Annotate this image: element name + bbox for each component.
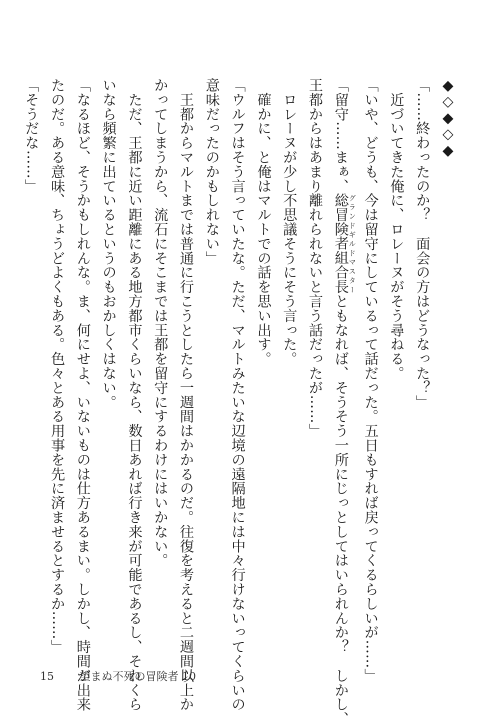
- text-line: たのだ。ある意味、ちょうどよくもある。色々とある用事を先に済ませるとするか……」: [49, 78, 66, 654]
- text-line: 確かに、と俺はマルトでの話を思い出す。: [255, 78, 272, 366]
- page-footer: [40, 668, 196, 684]
- text-line: 「ウルフはそう言っていたな。ただ、マルトみたいな辺境の遠隔地には中々行けないってくらいの: [229, 78, 246, 712]
- text-line: ただ、王都に近い距離にある地方都市くらいなら、数日あれば行き来が可能であるし、それくら: [126, 78, 143, 712]
- ruby-base: 総冒険者組合長: [332, 193, 349, 294]
- text-line: ロレーヌが少し不思議そうにそう言った。: [281, 78, 298, 366]
- ruby-word: [332, 193, 358, 294]
- text-line: 「いや、どうも、今は留守にしているって話だった。五日もすれば戻ってくるらしいが……」: [362, 78, 379, 683]
- book-title: 望まぬ不死の冒険者 10: [79, 670, 196, 683]
- section-divider: ◆◇◆◇◆: [440, 78, 456, 159]
- text-line: 意味だったのかもしれない」: [203, 78, 220, 266]
- ruby-reading: グランドギルドマスター: [348, 193, 358, 294]
- text-line: 「そうだな……」: [23, 78, 40, 194]
- text-segment: ともなれば、そうそう一所にじっとしてはいられんか？ しかし、: [332, 294, 349, 726]
- page-number: 15: [40, 670, 54, 683]
- text-line: 「なるほど、そうかもしれんな。ま、何にせよ、いないものは仕方あるまい。しかし、時間が出来: [74, 78, 91, 712]
- text-line: 近づいてきた俺に、ロレーヌがそう尋ねる。: [388, 78, 405, 381]
- text-segment: 「留守……まぁ、: [332, 78, 349, 194]
- text-line: かってしまうから、流石にそこまでは王都を留守にするわけにはいかない。: [152, 78, 169, 568]
- text-line: 「……終わったのか？ 面会の方はどうなった？」: [414, 78, 431, 410]
- text-line: 王都からマルトまでは普通に行こうとしたら一週間はかかるのだ。往復を考えると二週間以上か: [178, 78, 195, 712]
- text-line-with-ruby: [327, 78, 358, 726]
- text-line: いなら頻繁に出ているというのもおかしくはない。: [100, 78, 117, 410]
- text-line: 王都からはあまり離れられないと言う話だったが……」: [307, 78, 324, 438]
